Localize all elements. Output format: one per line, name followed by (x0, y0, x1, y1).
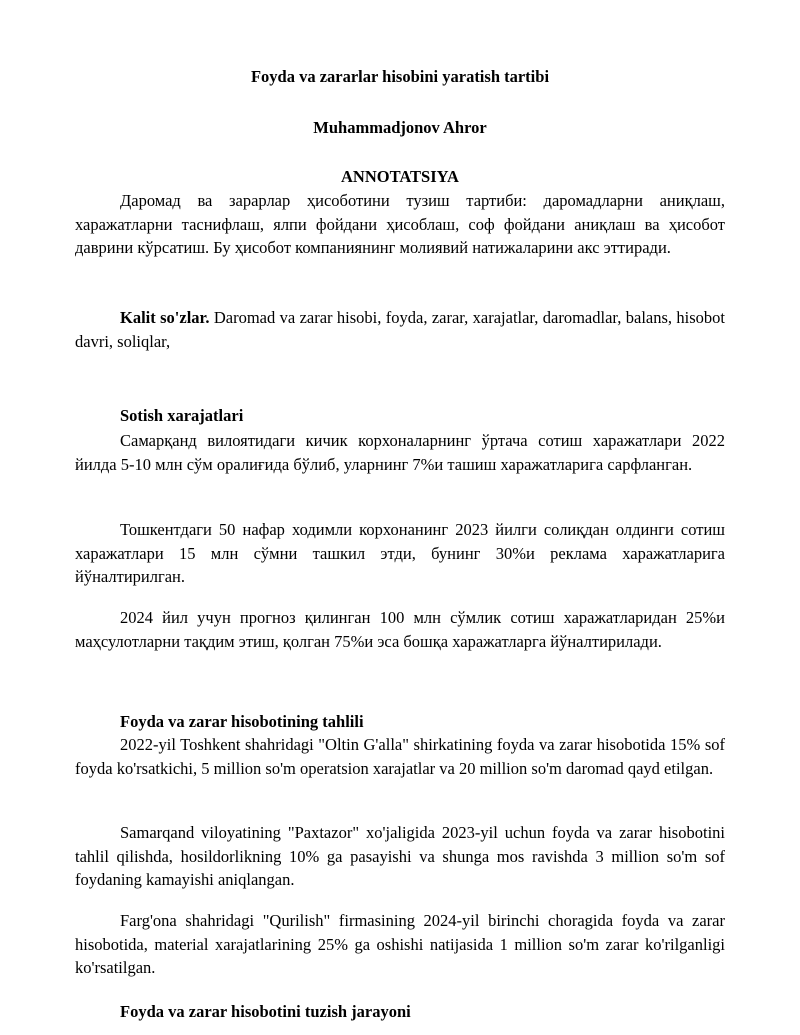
section-2-paragraph-1: 2022-yil Toshkent shahridagi "Oltin G'alla" shirkatining foyda va zarar hisobotida 15% sof foyda ko'rsatkichi, 5 million so'm operatsion xarajatlar va 20 million so'm daromad qayd etilgan. (75, 735, 725, 778)
section-1-paragraph-2: Тошкентдаги 50 нафар ходимли корхонанинг 2023 йилги солиқдан олдинги сотиш харажатлари 15 млн сўмни ташкил этди, бунинг 30%и реклама харажатларига йўналтирилган. (75, 520, 725, 586)
section-heading-pl-analysis: Foyda va zarar hisobotining tahlili (120, 712, 364, 731)
section-2-paragraph-2: Samarqand viloyatining "Paxtazor" xo'jaligida 2023-yil uchun foyda va zarar hisobotini tahlil qilishda, hosildorlikning 10% ga pasayishi va shunga mos ravishda 3 million so'm sof foydaning kamayishi aniqlangan. (75, 823, 725, 889)
document-title: Foyda va zararlar hisobini yaratish tartibi (250, 67, 550, 86)
section-1-paragraph-1: Самарқанд вилоятидаги кичик корхоналарнинг ўртача сотиш харажатлари 2022 йилда 5-10 млн сўм оралиғида бўлиб, уларнинг 7%и ташиш харажатларига сарфланган. (75, 431, 725, 474)
section-heading-pl-preparation: Foyda va zarar hisobotini tuzish jarayoni (120, 1002, 411, 1021)
author-name: Muhammadjonov Ahror (313, 118, 487, 137)
keywords-label: Kalit so'zlar. (120, 308, 210, 327)
keywords-text: Daromad va zarar hisobi, foyda, zarar, xarajatlar, daromadlar, balans, hisobot davri, soliqlar, (75, 308, 725, 351)
abstract-text: Даромад ва зарарлар ҳисоботини тузиш тартиби: даромадларни аниқлаш, харажатларни таснифлаш, ялпи фойдани ҳисоблаш, соф фойдани аниқлаш ва ҳисобот даврини кўрсатиш. Бу ҳисобот компаниянинг молиявий натижаларини акс эттиради. (75, 191, 725, 257)
section-2-paragraph-3: Farg'ona shahridagi "Qurilish" firmasining 2024-yil birinchi choragida foyda va zarar hisobotida, material xarajatlarining 25% ga oshishi natijasida 1 million so'm zarar ko'rilganligi ko'rsatilgan. (75, 911, 725, 977)
section-heading-sales-expenses: Sotish xarajatlari (120, 406, 244, 425)
section-1-paragraph-3: 2024 йил учун прогноз қилинган 100 млн сўмлик сотиш харажатларидан 25%и маҳсулотларни тақдим этиш, қолган 75%и эса бошқа харажатларга йўналтирилади. (75, 608, 725, 651)
keywords-paragraph (75, 306, 725, 353)
abstract-heading: ANNOTATSIYA (341, 167, 459, 186)
